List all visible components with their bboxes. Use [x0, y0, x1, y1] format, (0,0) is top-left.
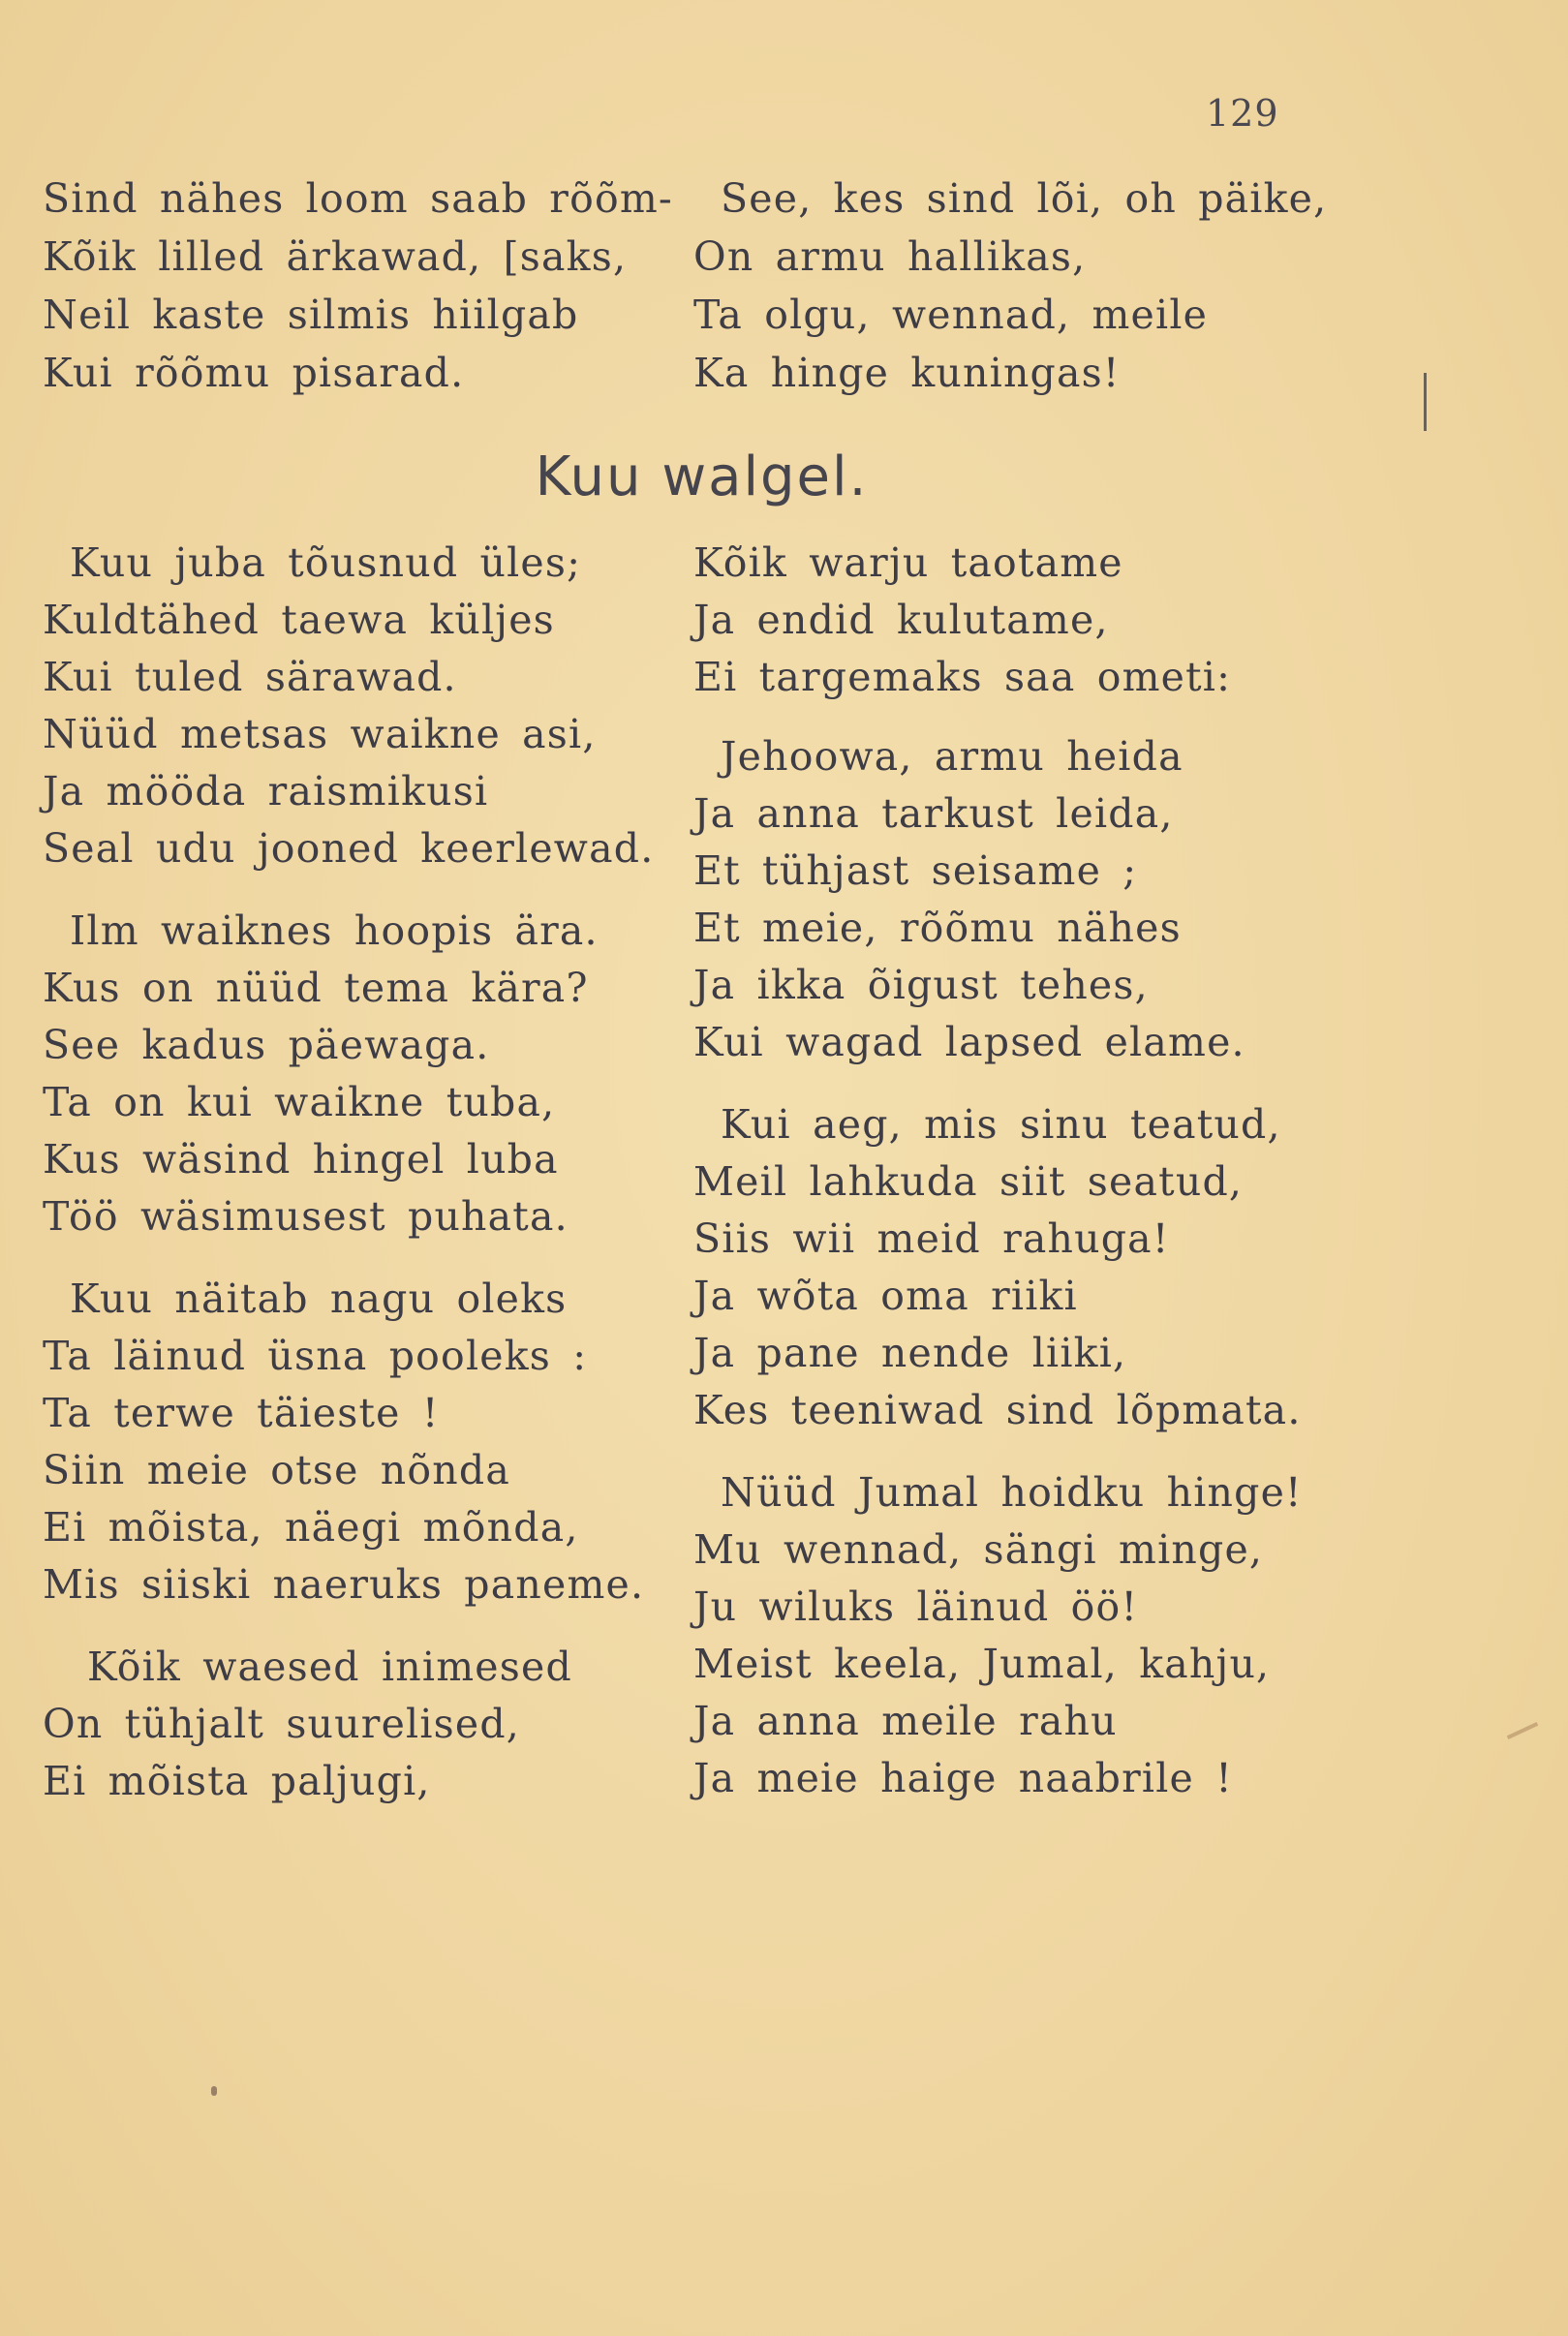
verse-line: Ka hinge kuningas! — [693, 350, 1121, 396]
verse-line: Ja anna tarkust leida, — [693, 790, 1174, 837]
verse-line: Ja wõta oma riiki — [693, 1273, 1078, 1319]
verse-line: Seal udu jooned keerlewad. — [43, 825, 655, 872]
verse-line: Ja endid kulutame, — [693, 597, 1109, 643]
verse-line: On armu hallikas, — [693, 233, 1087, 280]
verse-line: Siin meie otse nõnda — [43, 1447, 510, 1493]
verse-line: Siis wii meid rahuga! — [693, 1215, 1170, 1262]
verse-line: Ta läinud üsna pooleks : — [43, 1333, 588, 1379]
verse-line: Et meie, rõõmu nähes — [693, 905, 1182, 951]
verse-line: Ja meie haige naabrile ! — [693, 1755, 1233, 1801]
verse-line: Ta olgu, wennad, meile — [693, 292, 1209, 338]
paper-blemish — [1507, 1722, 1539, 1739]
verse-line: Kuldtähed taewa küljes — [43, 597, 555, 643]
ink-speck — [211, 2086, 217, 2096]
verse-line: Kuu näitab nagu oleks — [70, 1276, 568, 1322]
verse-line: Kus wäsind hingel luba — [43, 1136, 559, 1183]
verse-line: Ei targemaks saa ometi: — [693, 654, 1232, 700]
verse-line: Ei mõista, näegi mõnda, — [43, 1504, 579, 1551]
verse-line: Meist keela, Jumal, kahju, — [693, 1641, 1271, 1687]
verse-line: Kus on nüüd tema kära? — [43, 965, 589, 1011]
verse-line: Neil kaste silmis hiilgab — [43, 292, 579, 338]
margin-mark — [1424, 373, 1427, 431]
verse-line: Sind nähes loom saab rõõm- — [43, 175, 673, 222]
verse-line: Mis siiski naeruks paneme. — [43, 1561, 645, 1608]
verse-line: Jehoowa, armu heida — [721, 733, 1184, 780]
verse-line: Kõik lilled ärkawad, [saks, — [43, 233, 628, 280]
verse-line: Et tühjast seisame ; — [693, 847, 1138, 894]
verse-line: Kõik waesed inimesed — [87, 1644, 572, 1690]
verse-line: Kui aeg, mis sinu teatud, — [721, 1101, 1281, 1148]
verse-line: See kadus päewaga. — [43, 1022, 490, 1068]
verse-line: Kui wagad lapsed elame. — [693, 1019, 1245, 1065]
poem-title: Kuu walgel. — [535, 446, 869, 508]
verse-line: Töö wäsimusest puhata. — [43, 1193, 569, 1240]
verse-line: Mu wennad, sängi minge, — [693, 1526, 1264, 1573]
verse-line: Kui rõõmu pisarad. — [43, 350, 465, 396]
verse-line: Ja pane nende liiki, — [693, 1330, 1127, 1376]
verse-line: Ja mööda raismikusi — [43, 768, 489, 815]
verse-line: Meil lahkuda siit seatud, — [693, 1158, 1244, 1205]
verse-line: Ilm waiknes hoopis ära. — [70, 907, 599, 954]
verse-line: Kõik warju taotame — [693, 539, 1123, 586]
verse-line: See, kes sind lõi, oh päike, — [721, 175, 1328, 222]
verse-line: Ja ikka õigust tehes, — [693, 962, 1149, 1008]
verse-line: On tühjalt suurelised, — [43, 1701, 521, 1747]
verse-line: Ja anna meile rahu — [693, 1698, 1118, 1744]
verse-line: Kes teeniwad sind lõpmata. — [693, 1387, 1302, 1433]
page-number: 129 — [1206, 92, 1279, 135]
verse-line: Nüüd metsas waikne asi, — [43, 711, 597, 757]
verse-line: Ju wiluks läinud öö! — [693, 1583, 1139, 1630]
verse-line: Kui tuled särawad. — [43, 654, 457, 700]
verse-line: Nüüd Jumal hoidku hinge! — [721, 1469, 1303, 1516]
verse-line: Ta on kui waikne tuba, — [43, 1079, 556, 1125]
verse-line: Ei mõista paljugi, — [43, 1758, 431, 1804]
verse-line: Kuu juba tõusnud üles; — [70, 539, 582, 586]
verse-line: Ta terwe täieste ! — [43, 1390, 440, 1436]
